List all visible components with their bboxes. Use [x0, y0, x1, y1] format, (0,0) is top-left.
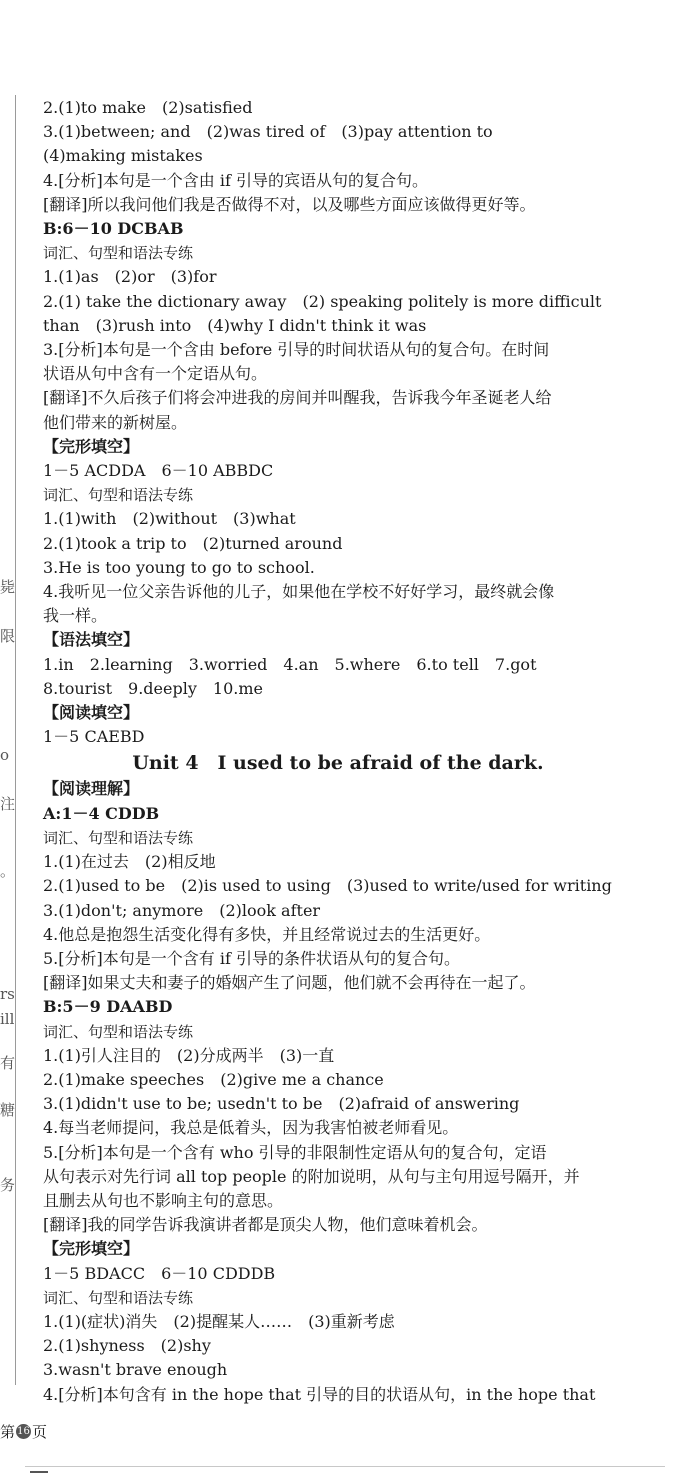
answer-heading: B:5－9 DAABD: [43, 997, 173, 1017]
margin-char: rs: [0, 985, 15, 1003]
answer-line: 1－5 CAEBD: [43, 727, 145, 747]
analysis-line: 3.[分析]本句是一个含由 before 引导的时间状语从句的复合句。在时间: [43, 340, 550, 360]
answer-line: (4)making mistakes: [43, 146, 203, 166]
translation-line: [翻译]所以我问他们我是否做得不对，以及哪些方面应该做得更好等。: [43, 194, 536, 214]
practice-heading: 词汇、句型和语法专练: [43, 1288, 194, 1307]
practice-heading: 词汇、句型和语法专练: [43, 828, 194, 847]
bottom-mark: [30, 1471, 48, 1473]
answer-line: 3.wasn't brave enough: [43, 1360, 228, 1380]
page-footer: [0, 1421, 47, 1442]
analysis-line: 且删去从句也不影响主句的意思。: [43, 1190, 284, 1210]
section-heading-reading: 【阅读理解】: [43, 779, 140, 799]
translation-line: 他们带来的新树屋。: [43, 412, 188, 432]
answer-line: 2.(1)to make (2)satisfied: [43, 98, 253, 117]
translation-line: [翻译]如果丈夫和妻子的婚姻产生了问题，他们就不会再待在一起了。: [43, 973, 536, 993]
answer-line: than (3)rush into (4)why I didn't think it was: [43, 315, 427, 335]
margin-char: 务: [0, 1176, 16, 1194]
analysis-line: 5.[分析]本句是一个含有 who 引导的非限制性定语从句的复合句，定语: [43, 1142, 547, 1162]
section-heading-reading-fill: 【阅读填空】: [43, 703, 140, 723]
page-number-badge: 16: [17, 1426, 30, 1437]
answer-line: 2.(1)make speeches (2)give me a chance: [43, 1069, 384, 1089]
answer-heading: B:6－10 DCBAB: [43, 219, 184, 239]
answer-line: 1.(1)在过去 (2)相反地: [43, 852, 216, 872]
answer-line: 1－5 BDACC 6－10 CDDDB: [43, 1263, 276, 1283]
analysis-line: 状语从句中含有一个定语从句。: [43, 364, 268, 384]
answer-line: 4.他总是抱怨生活变化得有多快，并且经常说过去的生活更好。: [43, 924, 491, 944]
answer-line: 我一样。: [43, 606, 108, 626]
answer-line: 1.(1)with (2)without (3)what: [43, 509, 296, 529]
answer-line: 8.tourist 9.deeply 10.me: [43, 678, 263, 698]
answer-line: 2.(1)took a trip to (2)turned around: [43, 533, 343, 553]
binding-line: [15, 95, 16, 1385]
margin-char: 毙: [0, 578, 16, 596]
analysis-line: 从句表示对先行词 all top people 的附加说明，从句与主句用逗号隔开，并: [43, 1166, 580, 1186]
margin-char: 注: [0, 795, 16, 813]
answer-line: 3.(1)didn't use to be; usedn't to be (2)afraid of answering: [43, 1094, 520, 1114]
answer-line: 1.(1)(症状)消失 (2)提醒某人…… (3)重新考虑: [43, 1311, 395, 1331]
answer-key-content: [43, 96, 633, 1407]
translation-line: [翻译]我的同学告诉我演讲者都是顶尖人物，他们意味着机会。: [43, 1215, 488, 1235]
unit-title: Unit 4 I used to be afraid of the dark.: [132, 752, 544, 775]
answer-heading: A:1－4 CDDB: [43, 803, 160, 823]
margin-char: 限: [0, 627, 16, 645]
practice-heading: 词汇、句型和语法专练: [43, 244, 194, 263]
answer-line: 1.(1)引人注目的 (2)分成两半 (3)一直: [43, 1045, 335, 1065]
answer-line: 2.(1)used to be (2)is used to using (3)used to write/used for writing: [43, 876, 612, 896]
answer-line: 2.(1) take the dictionary away (2) speaking politely is more difficult: [43, 291, 602, 311]
answer-line: 4.我听见一位父亲告诉他的儿子，如果他在学校不好好学习，最终就会像: [43, 582, 555, 602]
practice-heading: 词汇、句型和语法专练: [43, 1022, 194, 1041]
answer-line: 2.(1)shyness (2)shy: [43, 1336, 211, 1356]
answer-line: 1.in 2.learning 3.worried 4.an 5.where 6.to tell 7.got: [43, 654, 537, 674]
margin-char: o: [0, 746, 10, 764]
analysis-line: 4.[分析]本句是一个含由 if 引导的宾语从句的复合句。: [43, 170, 428, 190]
answer-line: 3.(1)don't; anymore (2)look after: [43, 900, 321, 920]
translation-line: [翻译]不久后孩子们将会冲进我的房间并叫醒我，告诉我今年圣诞老人给: [43, 388, 552, 408]
answer-line: 1－5 ACDDA 6－10 ABBDC: [43, 461, 274, 481]
answer-line: 4.每当老师提问，我总是低着头，因为我害怕被老师看见。: [43, 1118, 459, 1138]
answer-line: 3.He is too young to go to school.: [43, 557, 315, 577]
practice-heading: 词汇、句型和语法专练: [43, 486, 194, 505]
answer-line: 3.(1)between; and (2)was tired of (3)pay attention to: [43, 122, 493, 142]
footer-suffix: 页: [32, 1423, 48, 1441]
margin-char: 。: [0, 862, 16, 880]
answer-line: 1.(1)as (2)or (3)for: [43, 267, 217, 287]
margin-char: 有: [0, 1054, 16, 1072]
section-heading-grammar: 【语法填空】: [43, 630, 140, 650]
analysis-line: 4.[分析]本句含有 in the hope that 引导的目的状语从句，in the hope that: [43, 1384, 596, 1404]
section-heading-cloze: 【完形填空】: [43, 1239, 140, 1259]
bottom-divider: [25, 1466, 665, 1467]
margin-char: 糖: [0, 1101, 16, 1119]
analysis-line: 5.[分析]本句是一个含有 if 引导的条件状语从句的复合句。: [43, 948, 460, 968]
footer-prefix: 第: [0, 1423, 16, 1441]
section-heading-cloze: 【完形填空】: [43, 436, 140, 456]
margin-char: ill: [0, 1010, 15, 1028]
